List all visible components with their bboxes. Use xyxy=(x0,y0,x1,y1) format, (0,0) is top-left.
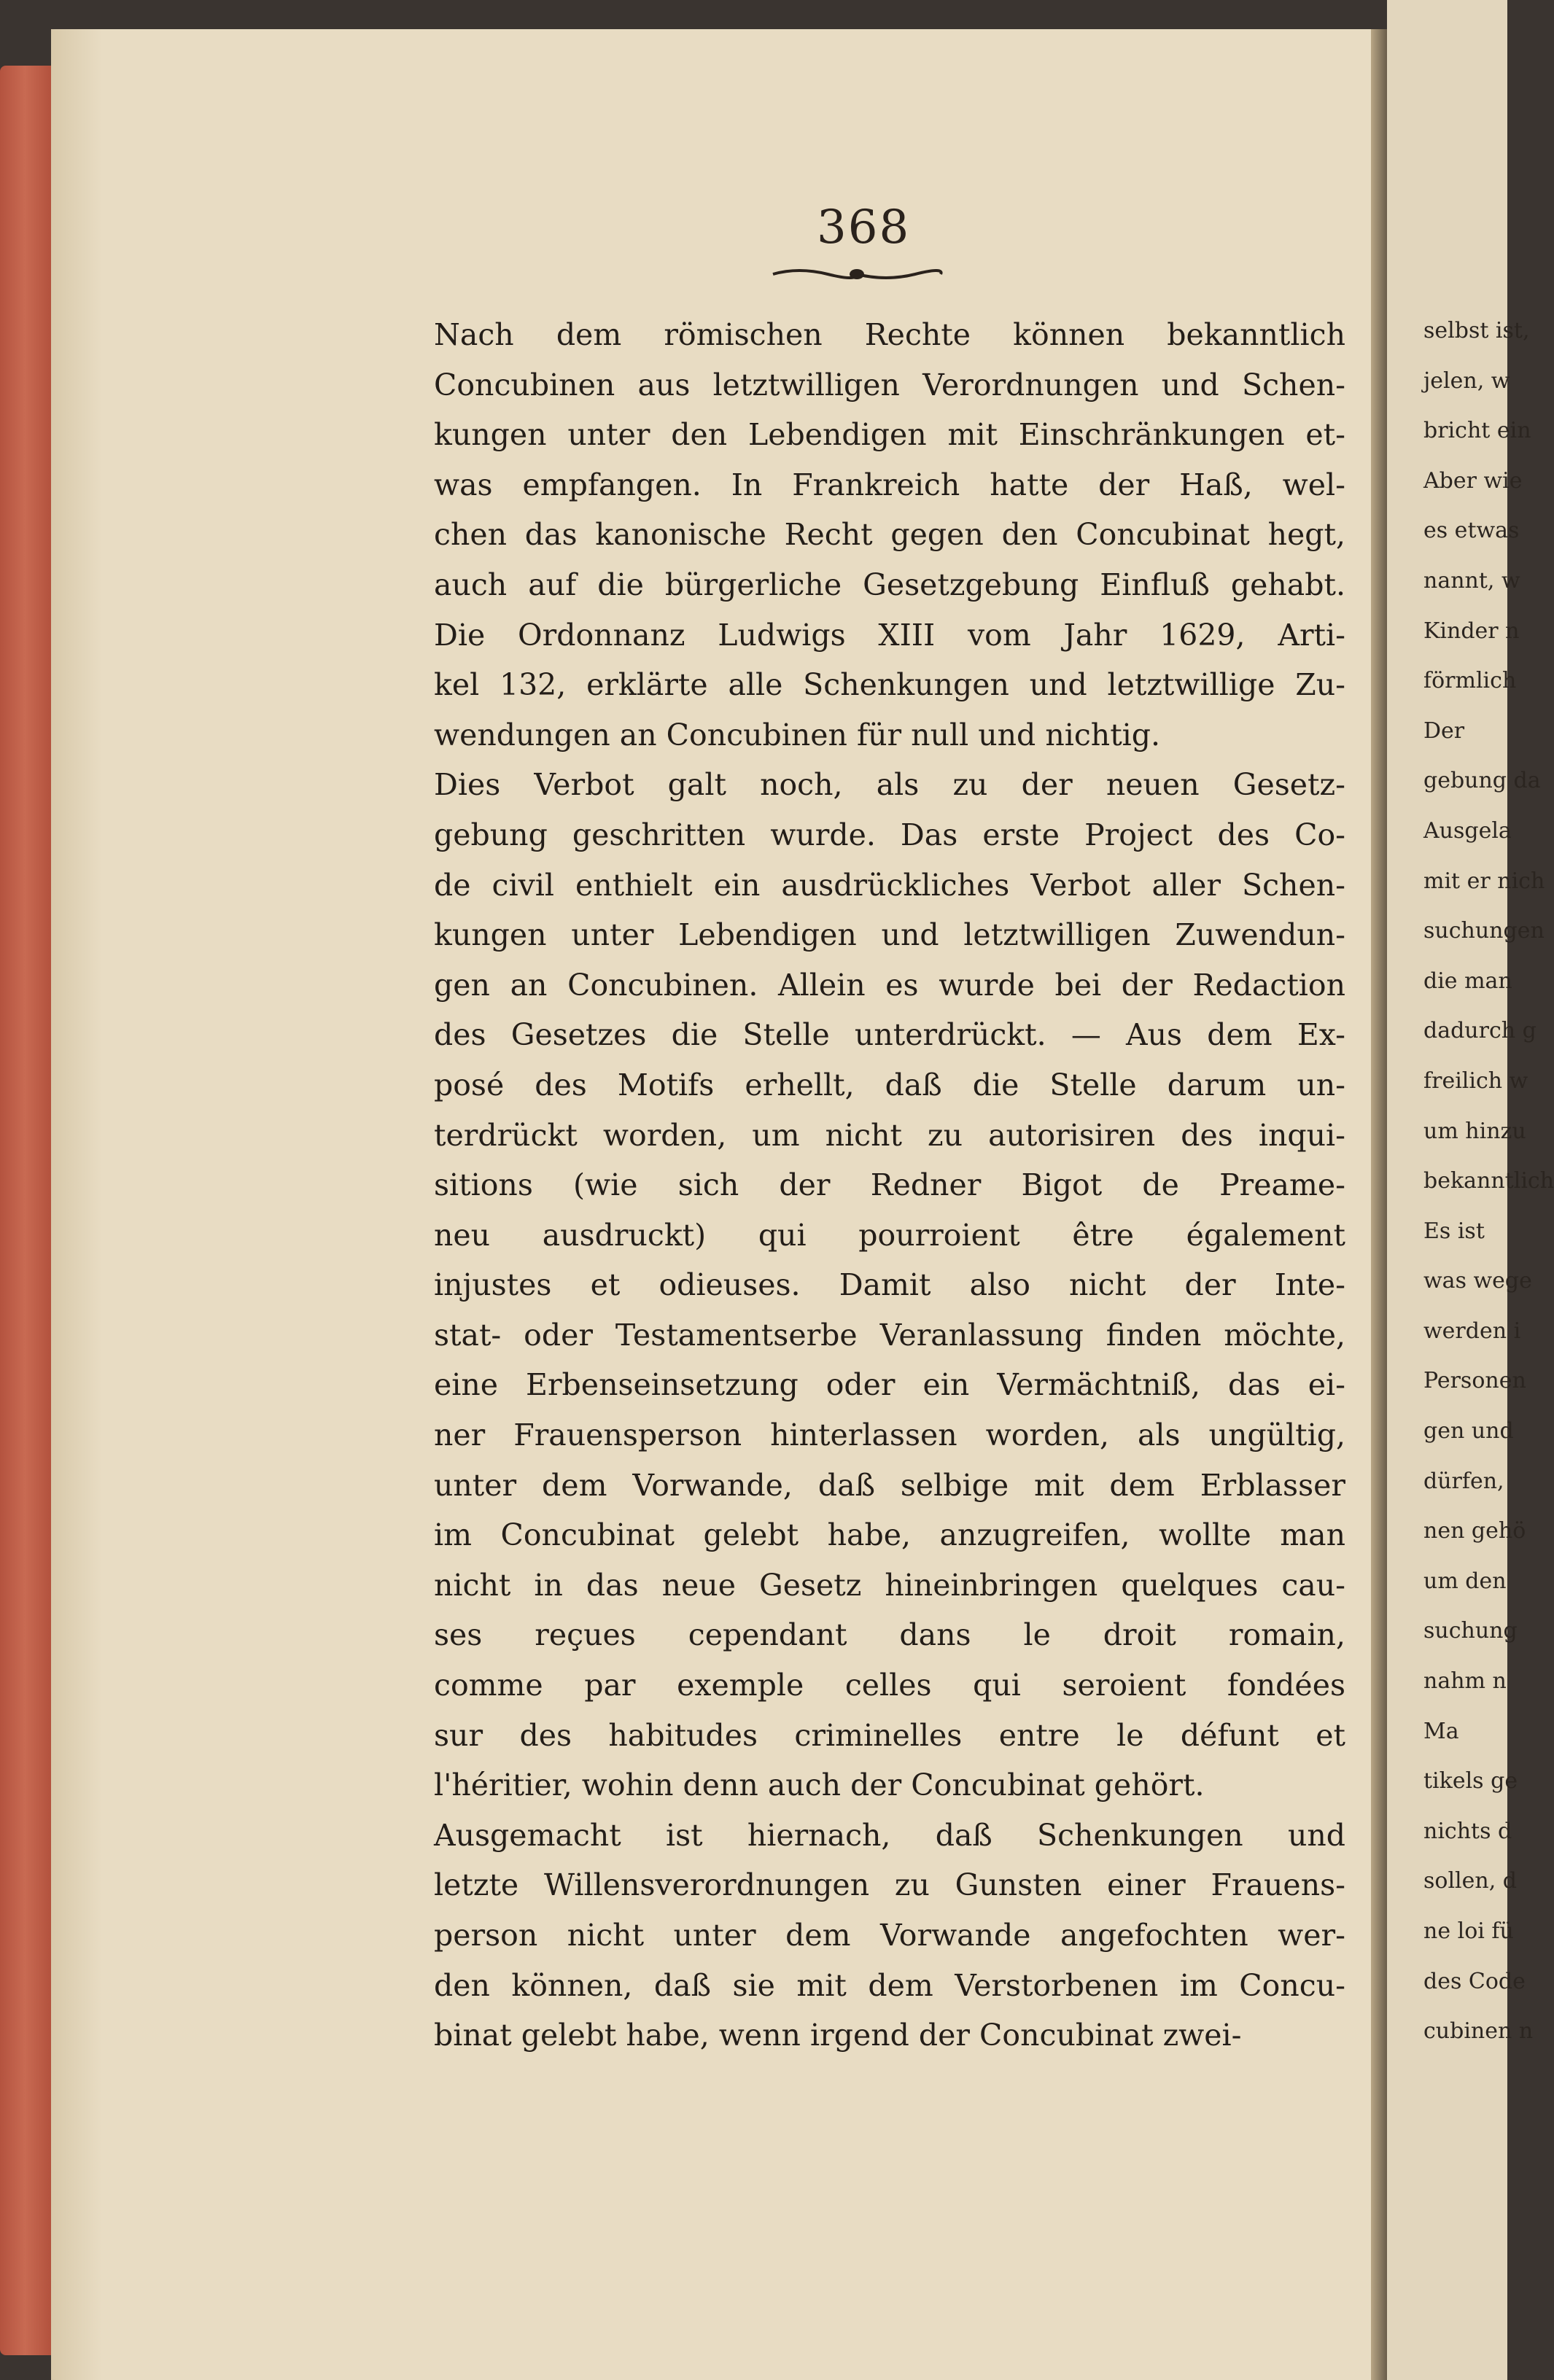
facing-page xyxy=(1387,0,1554,2380)
text-line: unter dem Vorwande, daß selbige mit dem Erblasser xyxy=(434,1467,1345,1503)
facing-page-line: um den xyxy=(1423,1568,1507,1594)
book-gutter xyxy=(1371,29,1387,2380)
text-line: de civil enthielt ein ausdrückliches Verbot aller Schen- xyxy=(434,867,1345,903)
text-line: nicht in das neue Gesetz hineinbringen quelques cau- xyxy=(434,1567,1345,1603)
facing-page-line: selbst ist, xyxy=(1423,318,1530,343)
text-line: eine Erbenseinsetzung oder ein Vermächtniß, das ei- xyxy=(434,1367,1345,1403)
text-line: ses reçues cependant dans le droit romain, xyxy=(434,1617,1345,1653)
text-line: terdrückt worden, um nicht zu autorisiren des inqui- xyxy=(434,1117,1345,1153)
text-line: stat- oder Testamentserbe Veranlassung finden möchte, xyxy=(434,1317,1345,1353)
text-line: den können, daß sie mit dem Verstorbenen im Concu- xyxy=(434,1967,1345,2003)
text-line: person nicht unter dem Vorwande angefochten wer- xyxy=(434,1918,1345,1953)
facing-page-line: ne loi fü xyxy=(1423,1918,1514,1944)
paragraph xyxy=(354,1811,1345,2061)
facing-page-line: des Code xyxy=(1423,1968,1526,1994)
text-line: Concubinen aus letztwilligen Verordnungen und Schen- xyxy=(434,367,1345,402)
text-line: gebung geschritten wurde. Das erste Project des Co- xyxy=(434,817,1345,852)
text-line: l'héritier, wohin denn auch der Concubinat gehört. xyxy=(434,1768,1205,1803)
facing-page-line: sollen, d xyxy=(1423,1868,1517,1894)
facing-page-line: werden i xyxy=(1423,1318,1521,1344)
text-line: auch auf die bürgerliche Gesetzgebung Einfluß gehabt. xyxy=(434,567,1345,602)
ornament-divider-icon xyxy=(769,264,944,284)
text-line: comme par exemple celles qui seroient fondées xyxy=(434,1668,1345,1703)
facing-page-line: gen und xyxy=(1423,1418,1514,1444)
facing-page-line: dürfen, xyxy=(1423,1468,1504,1494)
body-text xyxy=(354,310,1345,2061)
text-line: sitions (wie sich der Redner Bigot de Preame- xyxy=(434,1167,1345,1203)
text-line: letzte Willensverordnungen zu Gunsten einer Frauens- xyxy=(434,1867,1345,1903)
facing-page-line: nahm n xyxy=(1423,1668,1507,1695)
text-line: binat gelebt habe, wenn irgend der Concubinat zwei- xyxy=(434,2018,1242,2053)
text-line: Die Ordonnanz Ludwigs XIII vom Jahr 1629, Arti- xyxy=(434,617,1345,653)
facing-page-line: Der xyxy=(1423,718,1465,744)
text-line: Ausgemacht ist hiernach, daß Schenkungen und xyxy=(434,1817,1345,1853)
facing-page-line: bricht ein xyxy=(1423,418,1531,444)
paragraph xyxy=(354,760,1345,1810)
text-line: ner Frauensperson hinterlassen worden, als ungültig, xyxy=(434,1418,1345,1453)
text-line: kel 132, erklärte alle Schenkungen und letztwillige Zu- xyxy=(434,667,1345,703)
text-line: kungen unter Lebendigen und letztwilligen Zuwendun- xyxy=(434,917,1345,953)
facing-page-line: die man xyxy=(1423,968,1512,994)
facing-page-line: freilich w xyxy=(1423,1068,1528,1094)
facing-page-line: Aber wie xyxy=(1423,467,1523,494)
text-line: was empfangen. In Frankreich hatte der Haß, wel- xyxy=(434,467,1345,502)
facing-page-line: nichts d xyxy=(1423,1818,1512,1844)
facing-page-line: suchungen xyxy=(1423,918,1545,944)
page-number: 368 xyxy=(817,201,911,254)
text-line: sur des habitudes criminelles entre le défunt et xyxy=(434,1717,1345,1753)
facing-page-line: mit er nich xyxy=(1423,868,1545,894)
facing-page-line: Es ist xyxy=(1423,1218,1485,1244)
facing-page-line: was wege xyxy=(1423,1268,1532,1294)
text-line: wendungen an Concubinen für null und nichtig. xyxy=(434,717,1161,752)
text-line: neu ausdruckt) qui pourroient être également xyxy=(434,1217,1345,1253)
text-line: kungen unter den Lebendigen mit Einschränkungen et- xyxy=(434,417,1345,453)
text-line: posé des Motifs erhellt, daß die Stelle darum un- xyxy=(434,1067,1345,1102)
facing-page-line: nen gehö xyxy=(1423,1518,1526,1544)
text-line: chen das kanonische Recht gegen den Concubinat hegt, xyxy=(434,517,1345,553)
facing-page-line: suchung xyxy=(1423,1618,1518,1644)
facing-page-line: nannt, w xyxy=(1423,567,1520,594)
facing-page-line: es etwas xyxy=(1423,518,1520,544)
text-line: gen an Concubinen. Allein es wurde bei der Redaction xyxy=(434,967,1345,1003)
facing-page-line: bekanntlich xyxy=(1423,1168,1554,1194)
facing-page-line: Ausgela xyxy=(1423,817,1512,844)
facing-page-line: cubinen n xyxy=(1423,2018,1534,2045)
text-line: Nach dem römischen Rechte können bekanntlich xyxy=(434,317,1345,352)
text-line: Dies Verbot galt noch, als zu der neuen Gesetz- xyxy=(434,767,1345,803)
text-line: injustes et odieuses. Damit also nicht der Inte- xyxy=(434,1267,1345,1303)
facing-page-line: Ma xyxy=(1423,1718,1459,1744)
facing-page-line: tikels ge xyxy=(1423,1768,1518,1794)
paragraph xyxy=(354,310,1345,760)
facing-page-text xyxy=(1387,0,1554,2057)
facing-page-line: Personen xyxy=(1423,1368,1526,1394)
facing-page-line: Kinder n xyxy=(1423,618,1520,644)
facing-page-line: gebung da xyxy=(1423,768,1541,794)
facing-page-line: förmlich xyxy=(1423,668,1517,694)
text-line: im Concubinat gelebt habe, anzugreifen, wollte man xyxy=(434,1517,1345,1553)
text-line: des Gesetzes die Stelle unterdrückt. — Aus dem Ex- xyxy=(434,1017,1345,1053)
facing-page-line: jelen, w xyxy=(1423,368,1510,394)
facing-page-line: dadurch g xyxy=(1423,1018,1536,1044)
facing-page-line: um hinzu xyxy=(1423,1118,1526,1144)
